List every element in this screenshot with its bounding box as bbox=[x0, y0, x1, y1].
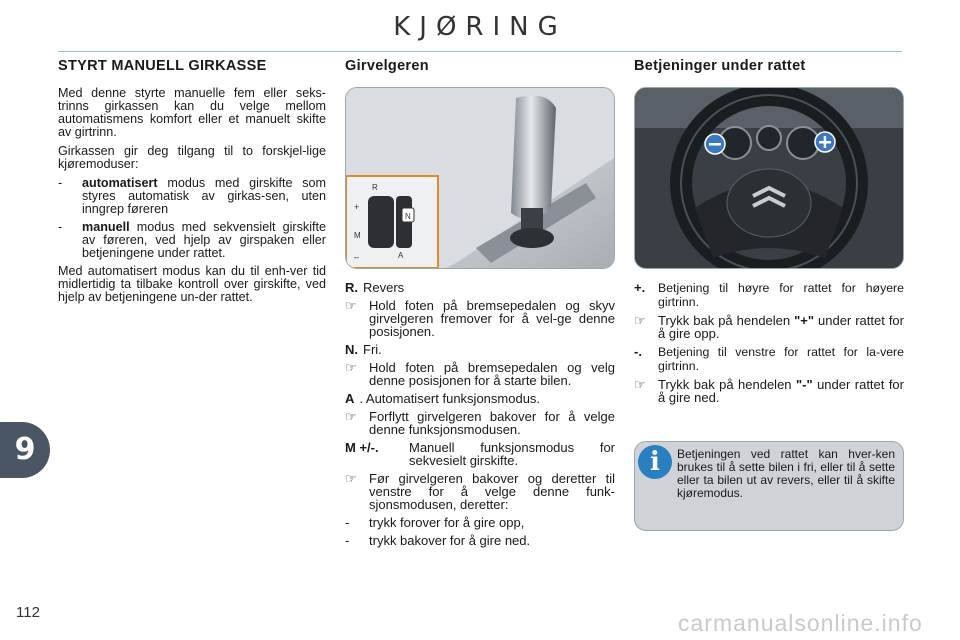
intro-paragraph-1: Med denne styrte manuelle fem eller seks-trinns girkassen kan du velge mellom automatismens komfort eller et manuelt skifte av girtrinn. bbox=[58, 86, 326, 139]
position-label: A bbox=[345, 391, 355, 406]
section-title-steering-controls: Betjeninger under rattet bbox=[634, 58, 806, 74]
header-divider bbox=[58, 51, 902, 52]
selector-position-item bbox=[345, 281, 615, 294]
instruction-marker: ☞ bbox=[345, 298, 357, 313]
position-text: . Automatisert funksjonsmodus. bbox=[359, 391, 541, 406]
label-m: M bbox=[354, 231, 361, 240]
instruction-text: Trykk bak på hendelen bbox=[658, 377, 796, 392]
gear-selector-illustration bbox=[346, 88, 614, 268]
position-label: N. bbox=[345, 342, 358, 357]
section-title-gear-selector: Girvelgeren bbox=[345, 58, 429, 74]
label-n: N bbox=[405, 212, 411, 221]
list-marker: - bbox=[58, 176, 63, 190]
instruction-item bbox=[345, 361, 615, 387]
intro-paragraph-2: Girkassen gir deg tilgang til to forskjel-lige kjøremoduser: bbox=[58, 144, 326, 171]
label-plus: + bbox=[354, 202, 360, 212]
instruction-text: Trykk bak på hendelen bbox=[658, 313, 795, 328]
instruction-marker: ☞ bbox=[345, 471, 357, 486]
label-r: R bbox=[372, 183, 378, 192]
page-number: 112 bbox=[16, 604, 40, 621]
instruction-text: Forflytt girvelgeren bakover for å velge denne funksjonsmodusen. bbox=[369, 409, 615, 437]
instruction-item bbox=[634, 314, 904, 340]
paddle-item bbox=[634, 281, 904, 309]
label-minus: – bbox=[354, 252, 360, 262]
list-item-text: modus med girskifte som styres automatisk av girkas-sen, uten inngrep føreren bbox=[82, 176, 326, 216]
instruction-item bbox=[345, 516, 615, 529]
paddle-label: -. bbox=[634, 344, 642, 359]
position-text: Fri. bbox=[363, 342, 382, 357]
list-item-automatic bbox=[58, 177, 326, 216]
info-note-text: Betjeningen ved rattet kan hver-ken brukes til å sette bilen i fri, eller til å sette eller ta bilen ut av revers, eller til å skifte kjøremodus. bbox=[677, 447, 895, 500]
instruction-text: trykk forover for å gire opp, bbox=[369, 515, 525, 530]
label-a: A bbox=[398, 251, 404, 260]
steering-controls-list bbox=[634, 281, 904, 404]
list-item-bold: automatisert bbox=[82, 176, 158, 190]
intro-paragraph-3: Med automatisert modus kan du til enh-ver tid midlertidig ta tilbake kontroll over girskifte, ved hjelp av betjeningene un-der rattet. bbox=[58, 264, 326, 304]
instruction-text: trykk bakover for å gire ned. bbox=[369, 533, 531, 548]
paddle-text: Betjening til venstre for rattet for la-vere girtrinn. bbox=[658, 345, 904, 373]
instruction-text: Før girvelgeren bakover og deretter til venstre for å velge denne funk-sjonsmodusen, deretter: bbox=[369, 471, 615, 512]
column-gear-selector bbox=[345, 60, 615, 552]
position-text: Manuell funksjonsmodus for sekvesielt girskifte. bbox=[409, 440, 615, 468]
paddle-item bbox=[634, 345, 904, 373]
watermark: carmanualsonline.info bbox=[678, 610, 923, 636]
instruction-marker: ☞ bbox=[634, 377, 646, 392]
list-item-bold: manuell bbox=[82, 220, 130, 234]
section-title-manual-gearbox: STYRT MANUELL GIRKASSE bbox=[58, 58, 267, 74]
list-item-manual bbox=[58, 221, 326, 260]
position-label: M +/-. bbox=[345, 440, 379, 455]
instruction-key: "-" bbox=[795, 377, 813, 392]
paddle-text: Betjening til høyre for rattet for høyere girtrinn. bbox=[658, 281, 904, 309]
page-header-title: KJØRING bbox=[393, 12, 567, 42]
selector-position-item bbox=[345, 441, 615, 467]
instruction-text: under rattet for å gire ned. bbox=[658, 377, 904, 405]
gear-selector-list bbox=[345, 281, 615, 547]
list-marker: - bbox=[58, 220, 63, 234]
info-icon: i bbox=[638, 445, 672, 479]
instruction-marker: - bbox=[345, 533, 350, 548]
instruction-key: "+" bbox=[794, 313, 815, 328]
instruction-text: under rattet for å gire opp. bbox=[658, 313, 904, 341]
instruction-marker: ☞ bbox=[345, 409, 357, 424]
instruction-item bbox=[345, 410, 615, 436]
list-item-text: modus med sekvensielt girskifte av føreren, ved hjelp av girspaken eller betjeningene under rattet. bbox=[82, 220, 326, 260]
steering-wheel-image bbox=[634, 87, 904, 269]
column-steering-controls bbox=[634, 60, 904, 409]
instruction-text: Hold foten på bremsepedalen og skyv girvelgeren fremover for å vel-ge denne posisjonen. bbox=[369, 298, 615, 339]
gear-selector-image bbox=[345, 87, 615, 269]
instruction-item bbox=[345, 299, 615, 338]
info-note-box bbox=[634, 441, 904, 531]
instruction-text: Hold foten på bremsepedalen og velg denne posisjonen for å starte bilen. bbox=[369, 360, 615, 388]
instruction-item bbox=[345, 472, 615, 511]
position-text: Revers bbox=[363, 280, 405, 295]
instruction-marker: ☞ bbox=[634, 313, 646, 328]
paddle-label: +. bbox=[634, 280, 646, 295]
steering-wheel-illustration bbox=[635, 88, 903, 268]
selector-position-item bbox=[345, 392, 615, 405]
selector-position-item bbox=[345, 343, 615, 356]
column-intro bbox=[58, 60, 326, 310]
chapter-tab: 9 bbox=[0, 422, 50, 478]
instruction-item bbox=[345, 534, 615, 547]
instruction-marker: ☞ bbox=[345, 360, 357, 375]
instruction-marker: - bbox=[345, 515, 350, 530]
instruction-item bbox=[634, 378, 904, 404]
position-label: R. bbox=[345, 280, 358, 295]
